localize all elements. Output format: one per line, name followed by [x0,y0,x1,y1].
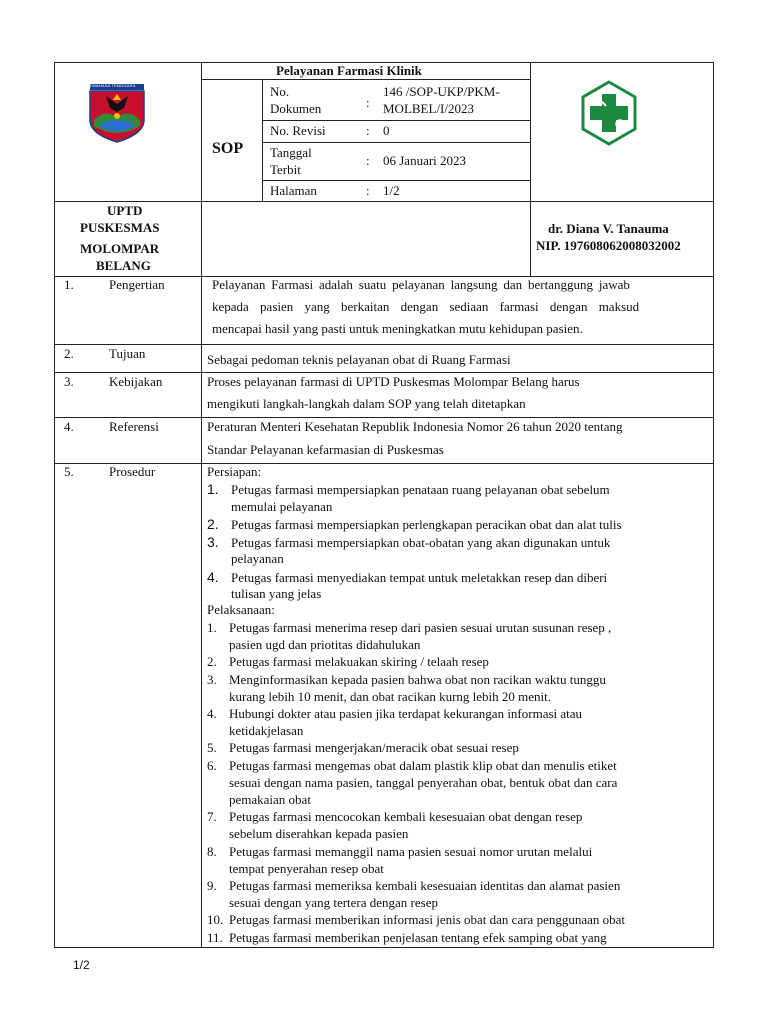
procedure-step-line [207,895,438,911]
policy-text-line: Proses pelayanan farmasi di UPTD Puskesmas Molompar Belang harus [207,374,580,389]
procedure-step-text: memulai pelayanan [231,498,333,514]
revision-value: 0 [383,123,390,138]
procedure-step-line [207,723,303,739]
procedure-step-number: 6. [207,757,217,773]
procedure-step-text: ketidakjelasan [229,723,304,739]
procedure-step-line [207,930,607,946]
procedure-step-text: Petugas farmasi mencocokan kembali kesesuaian obat dengan resep [229,809,583,825]
signer-nip: NIP. 197608062008032002 [536,238,681,253]
issue-date-colon: : [366,153,370,168]
issue-date-label-1: Tanggal [270,145,312,160]
procedure-step-text: Petugas farmasi mempersiapkan penataan ruang pelayanan obat sebelum [231,482,610,497]
section-number: 2. [64,346,74,361]
issue-date-value: 06 Januari 2023 [383,153,467,168]
procedure-step-text: Petugas farmasi menyediakan tempat untuk meletakkan resep dan diberi [231,569,608,585]
procedure-step-line [207,499,332,515]
procedure-step-text: pasien ugd dan priotitas didahulukan [229,637,421,653]
procedure-step-line [207,792,311,808]
section-number: 5. [64,464,74,479]
procedure-step-line [207,826,408,842]
divider [530,62,531,276]
procedure-step-text: Petugas farmasi memanggil nama pasien sesuai nomor urutan melalui [229,843,593,859]
procedure-step-text: Petugas farmasi memberikan penjelasan tentang efek samping obat yang [229,929,607,945]
definition-text-line: kepada pasien yang berkaitan dengan sediaan farmasi dengan maksud [212,299,640,314]
section-number: 3. [64,374,74,389]
section-number: 4. [64,419,74,434]
procedure-step-number: 4. [207,706,217,721]
procedure-step-text: pelayanan [231,551,284,566]
page-label: Halaman [270,183,317,198]
divider [54,344,714,345]
procedure-step-line [207,516,622,533]
page-colon: : [366,183,370,198]
reference-text-line: Peraturan Menteri Kesehatan Republik Indonesia Nomor 26 tahun 2020 tentang [207,419,623,434]
procedure-step-text: tempat penyerahan resep obat [229,860,384,876]
procedure-step-text: Petugas farmasi memeriksa kembali kesesuaian identitas dan alamat pasien [229,878,621,893]
procedure-step-number: 2. [207,654,217,670]
procedure-step-line [207,689,551,705]
procedure-step-text: Petugas farmasi mengemas obat dalam plastik klip obat dan menulis etiket [229,757,617,773]
puskesmas-logo [580,80,638,146]
doc-number-colon: : [366,95,370,110]
divider [54,372,714,373]
doc-number-value-2: MOLBEL/I/2023 [383,101,474,116]
section-number: 1. [64,277,74,292]
org-name-line-2: PUSKESMAS [80,220,160,235]
revision-colon: : [366,123,370,138]
procedure-step-number: 11. [207,929,223,945]
procedure-step-line [207,706,582,722]
org-name-line-3: MOLOMPAR [80,241,160,256]
divider [54,417,714,418]
procedure-step-number: 1. [207,481,219,497]
preparation-heading: Persiapan: [207,464,262,479]
procedure-step-line [207,758,617,774]
page-number-footer: 1/2 [73,958,90,972]
procedure-step-text: Petugas farmasi melakuakan skiring / telaah resep [229,654,489,670]
procedure-step-line [207,637,420,653]
procedure-step-text: Menginformasikan kepada pasien bahwa obat non racikan waktu tunggu [229,671,606,687]
page-value: 1/2 [383,183,400,198]
procedure-step-text: Petugas farmasi mempersiapkan perlengkapan peracikan obat dan alat tulis [231,517,622,532]
procedure-step-number: 3. [207,671,217,687]
divider [262,180,531,181]
reference-text-line: Standar Pelayanan kefarmasian di Puskesmas [207,442,444,457]
definition-text-line: Pelayanan Farmasi adalah suatu pelayanan langsung dan bertanggung jawab [212,277,630,292]
procedure-step-text: sesuai dengan nama pasien, tanggal penyerahan obat, bentuk obat dan cara [229,774,618,790]
procedure-step-line [207,878,620,894]
procedure-step-number: 3. [207,533,219,550]
execution-heading: Pelaksanaan: [207,602,275,617]
purpose-text-line: Sebagai pedoman teknis pelayanan obat di Ruang Farmasi [207,352,511,367]
procedure-step-text: Petugas farmasi menerima resep dari pasien sesuai urutan susunan resep , [229,620,612,635]
doc-number-label-1: No. [270,84,290,99]
document-title: Pelayanan Farmasi Klinik [276,63,422,78]
table-border-bottom [54,947,714,948]
procedure-step-number: 9. [207,878,217,893]
issue-date-label-2: Terbit [270,162,301,177]
divider [262,120,531,121]
doc-number-label-2: Dokumen [270,101,322,116]
revision-label: No. Revisi [270,123,326,138]
definition-text-line: mencapai hasil yang pasti untuk meningkatkan mutu kehidupan pasien. [212,321,583,336]
procedure-step-line [207,481,610,498]
section-label: Referensi [109,419,159,434]
procedure-step-text: tulisan yang jelas [231,586,322,601]
procedure-step-number: 8. [207,843,217,859]
divider [201,79,531,80]
procedure-step-line [207,912,625,928]
procedure-step-text: Petugas farmasi memberikan informasi jenis obat dan cara penggunaan obat [229,912,626,928]
table-border-right [713,62,714,948]
procedure-step-text: Petugas farmasi mengerjakan/meracik obat sesuai resep [229,740,519,756]
section-label: Prosedur [109,464,156,479]
divider [262,142,531,143]
divider [262,79,263,201]
section-label: Pengertian [109,277,165,292]
signer-name: dr. Diana V. Tanauma [548,221,669,236]
divider [54,201,714,202]
procedure-step-line [207,672,606,688]
sop-label: SOP [212,140,244,157]
procedure-step-line [207,569,607,586]
procedure-step-line [207,620,611,636]
procedure-step-text: kurang lebih 10 menit, dan obat racikan kurng lebih 20 menit. [229,688,552,704]
procedure-step-number: 1. [207,620,217,635]
regency-emblem-logo [86,82,148,144]
procedure-step-text: pemakaian obat [229,792,311,807]
procedure-step-line [207,551,284,567]
section-label: Kebijakan [109,374,163,389]
doc-number-value-1: 146 /SOP-UKP/PKM- [383,84,500,99]
procedure-step-line [207,740,519,756]
procedure-step-text: sesuai dengan yang tertera dengan resep [229,895,438,911]
procedure-step-number: 7. [207,809,217,825]
procedure-step-line [207,654,489,670]
org-name-line-1: UPTD [107,203,143,218]
table-border-left [54,62,55,948]
procedure-step-line [207,534,610,551]
procedure-step-number: 4. [207,568,219,585]
procedure-step-line [207,861,384,877]
org-name-line-4: BELANG [96,258,151,273]
procedure-step-line [207,586,321,602]
procedure-step-text: Hubungi dokter atau pasien jika terdapat kekurangan informasi atau [229,706,583,721]
procedure-step-line [207,844,592,860]
section-label: Tujuan [109,346,146,361]
procedure-step-text: sebelum diserahkan kepada pasien [229,826,409,842]
divider [201,62,202,948]
procedure-step-number: 10. [207,912,224,928]
procedure-step-number: 2. [207,516,219,532]
procedure-step-line [207,809,582,825]
procedure-step-line [207,775,617,791]
policy-text-line: mengikuti langkah-langkah dalam SOP yang telah ditetapkan [207,396,526,411]
emblem-caption: MINAHASA TENGGARA [88,83,136,88]
procedure-step-number: 5. [207,740,217,756]
procedure-step-text: Petugas farmasi mempersiapkan obat-obatan yang akan digunakan untuk [231,534,611,550]
